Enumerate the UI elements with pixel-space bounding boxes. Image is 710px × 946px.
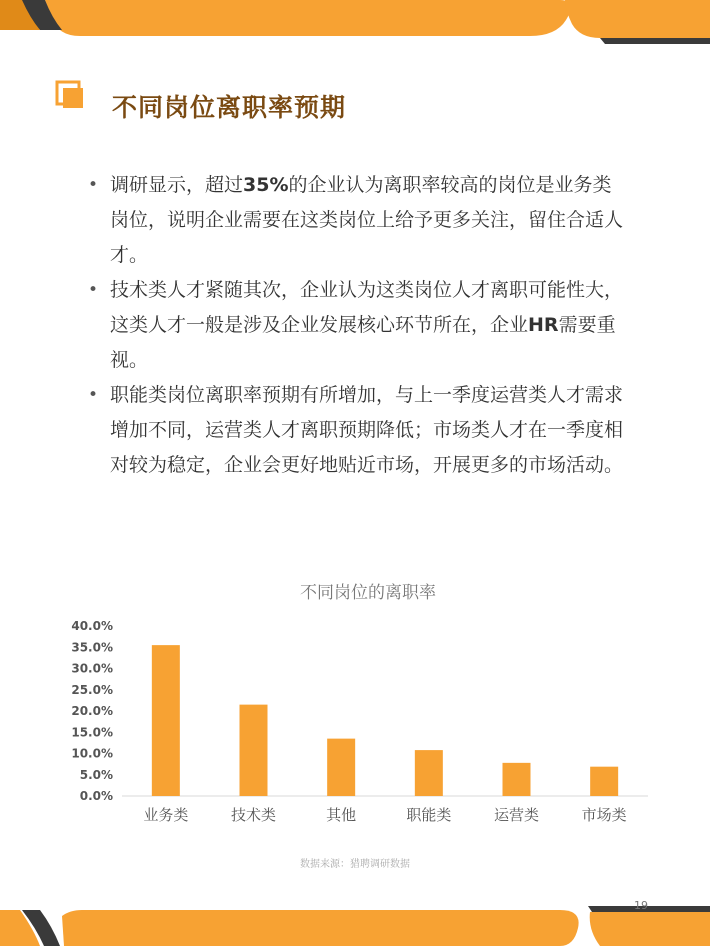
y-tick-label: 40.0%: [71, 619, 113, 633]
section-square-icon: [55, 80, 85, 110]
y-tick-label: 35.0%: [71, 640, 113, 655]
y-tick-label: 5.0%: [79, 767, 113, 782]
y-tick-label: 20.0%: [71, 704, 113, 718]
bar-4: [415, 750, 443, 796]
bar-3: [327, 739, 355, 796]
chart-title: 不同岗位的离职率: [300, 583, 436, 603]
bottom-right-band: [590, 912, 710, 946]
bullet-item-3: • 职能类岗位离职率预期有所增加，与上一季度运营类人才需求增加不同，运营类人才离职预期降低；市场类人才在一季度相对较为稳定，企业会更好地贴近市场，开展更多的市场活动。: [88, 378, 628, 483]
x-tick-label: 技术类: [230, 806, 277, 824]
bullet-list: [88, 168, 628, 483]
turnover-bar-chart: [0, 570, 710, 845]
x-tick-label: 业务类: [143, 806, 189, 824]
section-title: 不同岗位离职率预期: [112, 93, 347, 122]
bar-6: [590, 767, 618, 796]
page-number: 19: [634, 899, 648, 912]
top-right-band: [565, 0, 710, 38]
x-tick-label: 市场类: [581, 806, 627, 824]
chart-bars: [152, 645, 618, 796]
y-tick-label: 10.0%: [71, 746, 113, 761]
x-tick-label: 其他: [326, 806, 357, 824]
chart-y-ticks: [71, 619, 113, 803]
chart-x-ticks: [143, 806, 626, 824]
top-right-stripe: [600, 38, 710, 44]
x-tick-label: 运营类: [493, 806, 540, 824]
bar-1: [152, 645, 180, 796]
y-tick-label: 25.0%: [71, 682, 113, 697]
bar-2: [240, 705, 268, 796]
bar-5: [503, 763, 531, 796]
data-source-note: 数据来源：猎聘调研数据: [300, 859, 410, 870]
y-tick-label: 15.0%: [71, 725, 113, 740]
bullet-item-1: • 调研显示，超过35%的企业认为离职率较高的岗位是业务类岗位，说明企业需要在这类岗位上给予更多关注，留住合适人才。: [88, 168, 628, 273]
x-tick-label: 职能类: [406, 806, 452, 824]
bottom-orange-band: [62, 910, 579, 946]
top-orange-band: [45, 0, 571, 36]
bullet-item-2: • 技术类人才紧随其次，企业认为这类岗位人才离职可能性大，这类人才一般是涉及企业发展核心环节所在，企业HR需要重视。: [88, 273, 628, 378]
y-tick-label: 30.0%: [71, 661, 113, 676]
bottom-right-stripe: [588, 906, 710, 912]
y-tick-label: 0.0%: [79, 789, 113, 803]
